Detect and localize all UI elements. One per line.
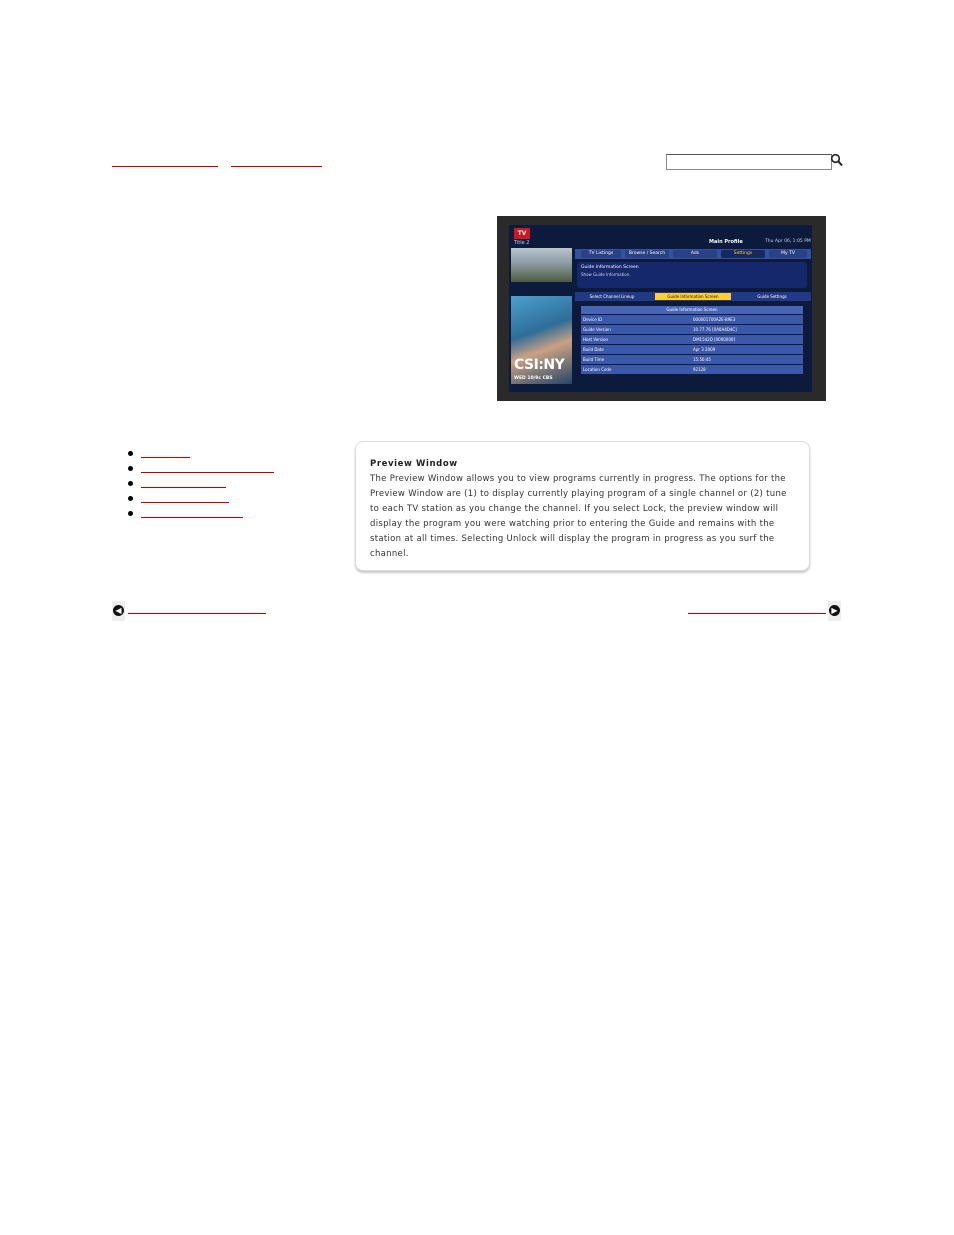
previous-page-link[interactable] bbox=[128, 602, 266, 614]
table-row bbox=[581, 335, 803, 344]
row-value: 15:56:45 bbox=[693, 357, 711, 362]
show-title: CSI:NY bbox=[514, 357, 565, 373]
card-body: The Preview Window allows you to view programs currently in progress. The options for the Preview Window are (1) to display currently playing program of a single channel or (2) tune to each TV station as you change the channel. If you select Lock, the preview window will display the program you were watching prior to entering the Guide and remains with the station at all times. Selecting Unlock will display the program in progress as you surf the channel. bbox=[370, 474, 787, 559]
row-value: 92128 bbox=[693, 367, 706, 372]
row-value: 000001700A2E-B9E3 bbox=[693, 317, 736, 322]
topic-link-4[interactable] bbox=[141, 502, 229, 503]
row-key: Build Time bbox=[583, 357, 605, 362]
arrow-left-icon: ◀ bbox=[113, 605, 124, 616]
row-value: Apr 3 2009 bbox=[693, 347, 716, 352]
row-key: Location Code bbox=[583, 367, 612, 372]
tv-datetime: Thu Apr 06, 1:05 PM bbox=[765, 239, 811, 244]
row-key: Host Version bbox=[583, 337, 609, 342]
search-icon[interactable] bbox=[830, 153, 844, 167]
next-page-link[interactable] bbox=[688, 602, 826, 614]
topic-link-1[interactable] bbox=[141, 457, 190, 458]
row-key: Guide Version bbox=[583, 327, 611, 332]
tv-subtab-guide-info: Guide Information Screen bbox=[655, 293, 731, 300]
preview-window-card bbox=[355, 441, 810, 571]
tv-tab-mytv: My TV bbox=[769, 250, 807, 258]
topic-link-2[interactable] bbox=[141, 472, 274, 473]
guide-info-table bbox=[581, 306, 803, 375]
tv-tab-listings: TV Listings bbox=[581, 250, 621, 258]
preview-thumbnail bbox=[511, 248, 572, 282]
tv-tab-browse: Browse / Search bbox=[625, 250, 669, 258]
tv-info-box bbox=[577, 262, 807, 288]
tv-screen bbox=[509, 225, 812, 392]
tv-info-subtitle: Show Guide Information. bbox=[581, 272, 631, 277]
row-value: 10.77.76 [0A0A4D4C] bbox=[693, 327, 737, 332]
bullet-icon bbox=[128, 481, 133, 486]
next-page-button[interactable] bbox=[828, 601, 841, 621]
tv-tab-ads: Ads bbox=[673, 250, 717, 258]
topic-link-3[interactable] bbox=[141, 487, 226, 488]
tv-guide-logo: TV bbox=[514, 228, 530, 239]
tv-sub-tabs bbox=[575, 292, 811, 301]
show-time: WED 10/9c CBS bbox=[514, 376, 553, 381]
row-key: Build Date bbox=[583, 347, 604, 352]
tv-subtab-guide-settings: Guide Settings bbox=[757, 294, 787, 299]
tv-tab-settings: Settings bbox=[721, 250, 765, 258]
tv-subtab-lineup: Select Channel Lineup bbox=[589, 294, 635, 299]
breadcrumb-link-1[interactable] bbox=[112, 154, 218, 167]
card-title: Preview Window bbox=[370, 459, 458, 469]
bullet-icon bbox=[128, 466, 133, 471]
tv-info-title: Guide Information Screen bbox=[581, 265, 639, 270]
tv-guide-screenshot bbox=[497, 216, 826, 401]
table-row bbox=[581, 315, 803, 324]
topic-link-5[interactable] bbox=[141, 517, 243, 518]
bullet-icon bbox=[128, 511, 133, 516]
row-key: Device ID bbox=[583, 317, 603, 322]
breadcrumb-link-2[interactable] bbox=[231, 154, 322, 167]
previous-page-button[interactable] bbox=[112, 601, 125, 621]
table-row bbox=[581, 345, 803, 354]
table-row bbox=[581, 325, 803, 334]
tv-main-tabs bbox=[575, 249, 811, 259]
table-row bbox=[581, 355, 803, 364]
bullet-icon bbox=[128, 451, 133, 456]
tv-subtitle: Title 2 bbox=[514, 240, 530, 246]
arrow-right-icon: ▶ bbox=[829, 605, 840, 616]
table-row bbox=[581, 365, 803, 374]
guide-info-table-header: Guide Information Screen bbox=[581, 306, 803, 314]
bullet-icon bbox=[128, 496, 133, 501]
search-input[interactable] bbox=[666, 154, 832, 170]
tv-profile: Main Profile bbox=[709, 239, 743, 245]
row-value: DM1542D [0000000] bbox=[693, 337, 735, 342]
